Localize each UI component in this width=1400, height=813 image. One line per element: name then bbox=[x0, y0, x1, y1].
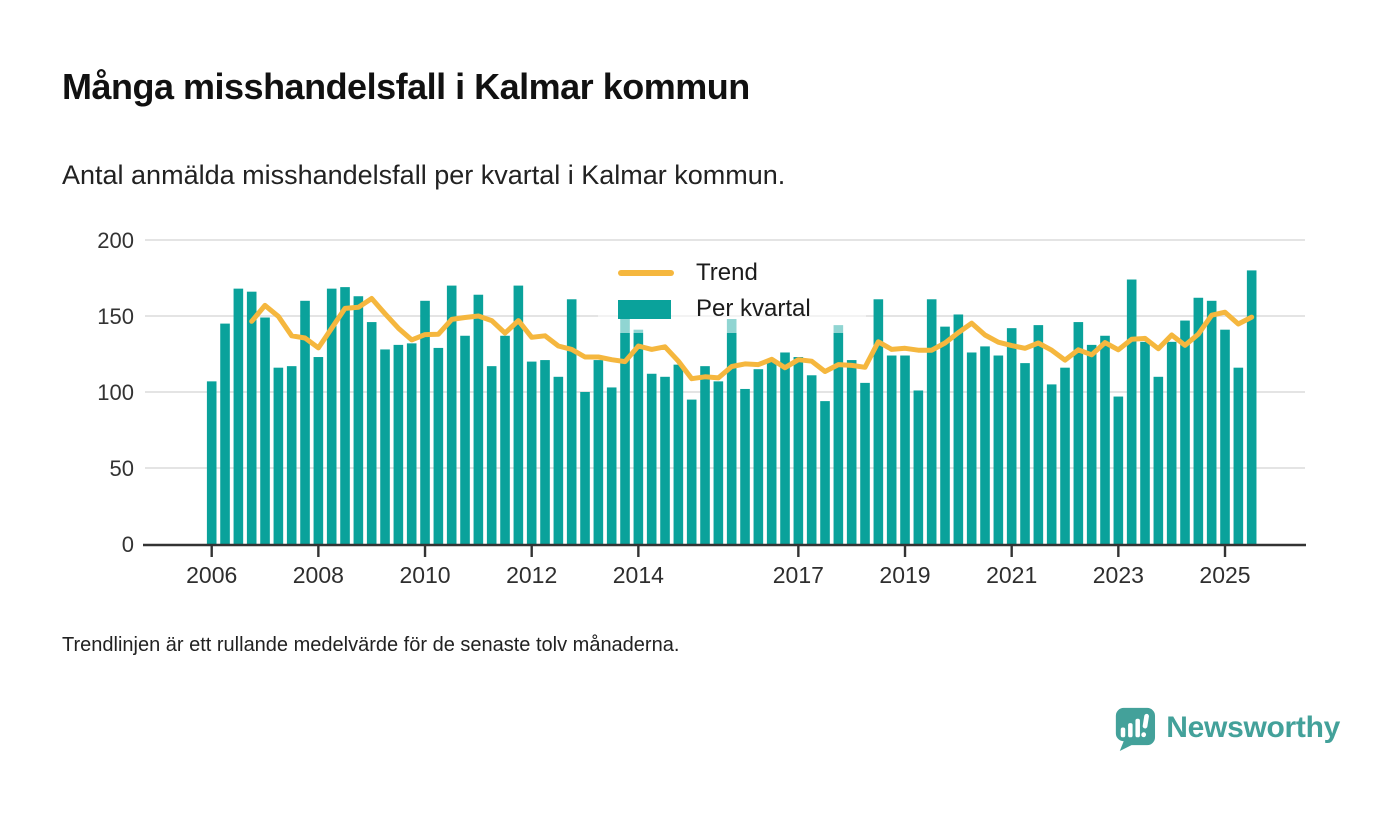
bar-2020-K4 bbox=[994, 356, 1004, 544]
bar-2023-K4 bbox=[1154, 377, 1164, 544]
bar-2022-K3 bbox=[1087, 345, 1097, 544]
bar-2019-K4 bbox=[940, 327, 950, 544]
bar-2007-K1 bbox=[260, 318, 270, 544]
bar-2021-K1 bbox=[1007, 328, 1017, 544]
bar-2018-K1 bbox=[847, 360, 857, 544]
x-axis-label-2012: 2012 bbox=[506, 562, 558, 588]
bar-2015-K1 bbox=[687, 400, 697, 544]
bar-2006-K4 bbox=[247, 292, 257, 544]
bar-2021-K2 bbox=[1020, 363, 1030, 544]
x-axis-label-2008: 2008 bbox=[292, 562, 344, 588]
bar-2022-K4 bbox=[1100, 336, 1110, 544]
bar-2018-K2 bbox=[860, 383, 870, 544]
bar-2018-K4 bbox=[887, 356, 897, 544]
bar-2020-K1 bbox=[954, 314, 964, 544]
bar-2020-K3 bbox=[980, 346, 990, 544]
newsworthy-logo-text: Newsworthy bbox=[1166, 710, 1340, 744]
legend-label-per-kvartal: Per kvartal bbox=[696, 295, 811, 322]
bar-2017-K1 bbox=[794, 357, 804, 544]
bar-2023-K1 bbox=[1114, 397, 1124, 544]
bar-2010-K4 bbox=[460, 336, 470, 544]
bar-2008-K1 bbox=[314, 357, 324, 544]
bar-2024-K4 bbox=[1207, 301, 1217, 544]
trend-footnote: Trendlinjen är ett rullande medelvärde för de senaste tolv månaderna. bbox=[62, 634, 680, 656]
bar-2017-K4 bbox=[834, 325, 844, 544]
bar-2015-K4 bbox=[727, 319, 737, 544]
bar-2007-K2 bbox=[274, 368, 284, 544]
bar-2009-K4 bbox=[407, 343, 417, 544]
newsworthy-logo bbox=[1109, 704, 1340, 751]
bar-2009-K3 bbox=[394, 345, 404, 544]
bar-2023-K2 bbox=[1127, 280, 1137, 544]
bar-2009-K2 bbox=[380, 349, 390, 544]
bar-2014-K2 bbox=[647, 374, 657, 544]
bar-2017-K2 bbox=[807, 375, 817, 544]
bar-2019-K1 bbox=[900, 356, 910, 544]
bar-2016-K2 bbox=[754, 369, 764, 544]
bar-swatch bbox=[618, 300, 671, 319]
bar-2011-K3 bbox=[500, 336, 510, 544]
chart-subtitle: Antal anmälda misshandelsfall per kvartal i Kalmar kommun. bbox=[62, 160, 786, 190]
x-axis-label-2006: 2006 bbox=[186, 562, 238, 588]
bar-2008-K3 bbox=[340, 287, 350, 544]
bar-2013-K4 bbox=[620, 307, 630, 544]
bar-2012-K4 bbox=[567, 299, 577, 544]
bar-2015-K2 bbox=[700, 366, 710, 544]
legend-row-per-kvartal bbox=[618, 291, 866, 327]
bar-2011-K1 bbox=[474, 295, 484, 544]
legend-label-trend: Trend bbox=[696, 259, 758, 286]
bar-2016-K4 bbox=[780, 352, 790, 544]
bar-2022-K1 bbox=[1060, 368, 1070, 544]
x-axis-label-2021: 2021 bbox=[986, 562, 1038, 588]
bar-2019-K3 bbox=[927, 299, 937, 544]
bar-2010-K2 bbox=[434, 348, 444, 544]
x-axis-label-2014: 2014 bbox=[612, 562, 664, 588]
bar-2013-K2 bbox=[594, 360, 604, 544]
bar-2006-K1 bbox=[207, 381, 217, 544]
bar-2024-K2 bbox=[1180, 321, 1190, 544]
bar-2011-K2 bbox=[487, 366, 497, 544]
bar-2014-K1 bbox=[634, 330, 644, 544]
y-axis-label-0: 0 bbox=[121, 532, 134, 557]
bar-2012-K3 bbox=[554, 377, 564, 544]
bar-2021-K3 bbox=[1034, 325, 1044, 544]
bar-2006-K3 bbox=[234, 289, 244, 544]
bar-2025-K3 bbox=[1247, 270, 1257, 544]
y-axis-label-200: 200 bbox=[97, 228, 134, 253]
bar-2015-K3 bbox=[714, 381, 724, 544]
trend-line-swatch bbox=[618, 270, 674, 276]
y-axis-label-150: 150 bbox=[97, 304, 134, 329]
chart-legend bbox=[598, 249, 866, 333]
y-axis-label-100: 100 bbox=[97, 380, 134, 405]
x-axis-label-2019: 2019 bbox=[879, 562, 931, 588]
bar-2025-K2 bbox=[1234, 368, 1244, 544]
bar-2024-K1 bbox=[1167, 342, 1177, 544]
x-axis-label-2025: 2025 bbox=[1199, 562, 1251, 588]
x-axis-label-2010: 2010 bbox=[399, 562, 451, 588]
bar-2014-K3 bbox=[660, 377, 670, 544]
bar-2017-K3 bbox=[820, 401, 830, 544]
y-axis-label-50: 50 bbox=[109, 456, 134, 481]
bar-2021-K4 bbox=[1047, 384, 1057, 544]
bar-2013-K3 bbox=[607, 387, 617, 544]
legend-row-trend bbox=[618, 255, 866, 291]
newsworthy-logo-icon bbox=[1109, 704, 1156, 751]
bar-2025-K1 bbox=[1220, 330, 1230, 544]
bar-2006-K2 bbox=[220, 324, 230, 544]
bar-2012-K1 bbox=[527, 362, 537, 544]
bar-2012-K2 bbox=[540, 360, 550, 544]
bar-2020-K2 bbox=[967, 352, 977, 544]
bar-2016-K3 bbox=[767, 360, 777, 544]
bar-2013-K1 bbox=[580, 392, 590, 544]
bar-2016-K1 bbox=[740, 389, 750, 544]
bar-2014-K4 bbox=[674, 365, 684, 544]
bar-2023-K3 bbox=[1140, 342, 1150, 544]
bar-2018-K3 bbox=[874, 299, 884, 544]
bar-2008-K4 bbox=[354, 296, 364, 544]
bar-2019-K2 bbox=[914, 390, 924, 544]
bar-2007-K3 bbox=[287, 366, 297, 544]
x-axis-label-2017: 2017 bbox=[772, 562, 824, 588]
x-axis-label-2023: 2023 bbox=[1092, 562, 1144, 588]
bar-2009-K1 bbox=[367, 322, 377, 544]
page-title: Många misshandelsfall i Kalmar kommun bbox=[62, 66, 750, 107]
